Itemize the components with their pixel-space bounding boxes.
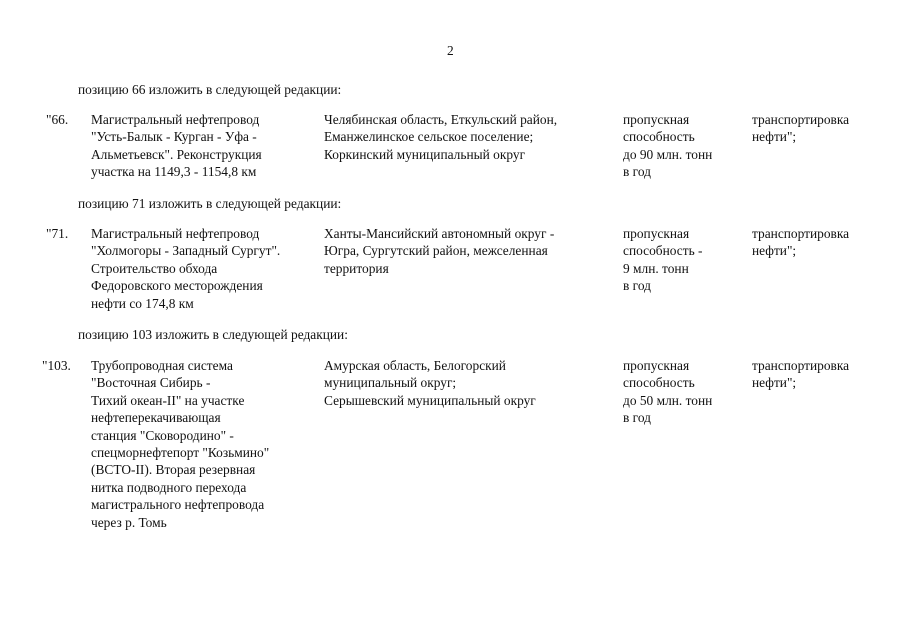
object-location: Амурская область, Белогорский муниципальный округ; Серышевский муниципальный округ bbox=[324, 358, 536, 408]
object-capacity: пропускная способность - 9 млн. тонн в год bbox=[623, 226, 703, 294]
object-location: Челябинская область, Еткульский район, Еманжелинское сельское поселение; Коркинский муниципальный округ bbox=[324, 112, 558, 162]
object-purpose: транспортировка нефти"; bbox=[752, 112, 850, 145]
position-number: "103. bbox=[42, 358, 71, 373]
position-number: "71. bbox=[46, 226, 69, 241]
object-name: Магистральный нефтепровод "Усть-Балык - Курган - Уфа - Альметьевск". Реконструкция участка на 1149,3 - 1154,8 км bbox=[91, 112, 262, 180]
object-name: Трубопроводная система "Восточная Сибирь - Тихий океан-II" на участке нефтеперекачивающая станция "Сковородино" - спецморнефтепорт "Козьмино" (ВСТО-II). Вторая резервная нитка подводного перехода магистрального нефтепровода через р. Томь bbox=[91, 358, 270, 530]
object-location: Ханты-Мансийский автономный округ - Югра, Сургутский район, межселенная территория bbox=[324, 226, 555, 276]
page-number: 2 bbox=[447, 43, 454, 58]
amendment-intro-66: позицию 66 изложить в следующей редакции: bbox=[78, 82, 342, 97]
object-purpose: транспортировка нефти"; bbox=[752, 358, 850, 391]
object-purpose: транспортировка нефти"; bbox=[752, 226, 850, 259]
position-number: "66. bbox=[46, 112, 69, 127]
amendment-intro-71: позицию 71 изложить в следующей редакции: bbox=[78, 196, 342, 211]
object-capacity: пропускная способность до 50 млн. тонн в год bbox=[623, 358, 713, 426]
amendment-intro-103: позицию 103 изложить в следующей редакции: bbox=[78, 327, 348, 342]
object-capacity: пропускная способность до 90 млн. тонн в год bbox=[623, 112, 713, 180]
object-name: Магистральный нефтепровод "Холмогоры - Западный Сургут". Строительство обхода Федоровского месторождения нефти со 174,8 км bbox=[91, 226, 281, 311]
